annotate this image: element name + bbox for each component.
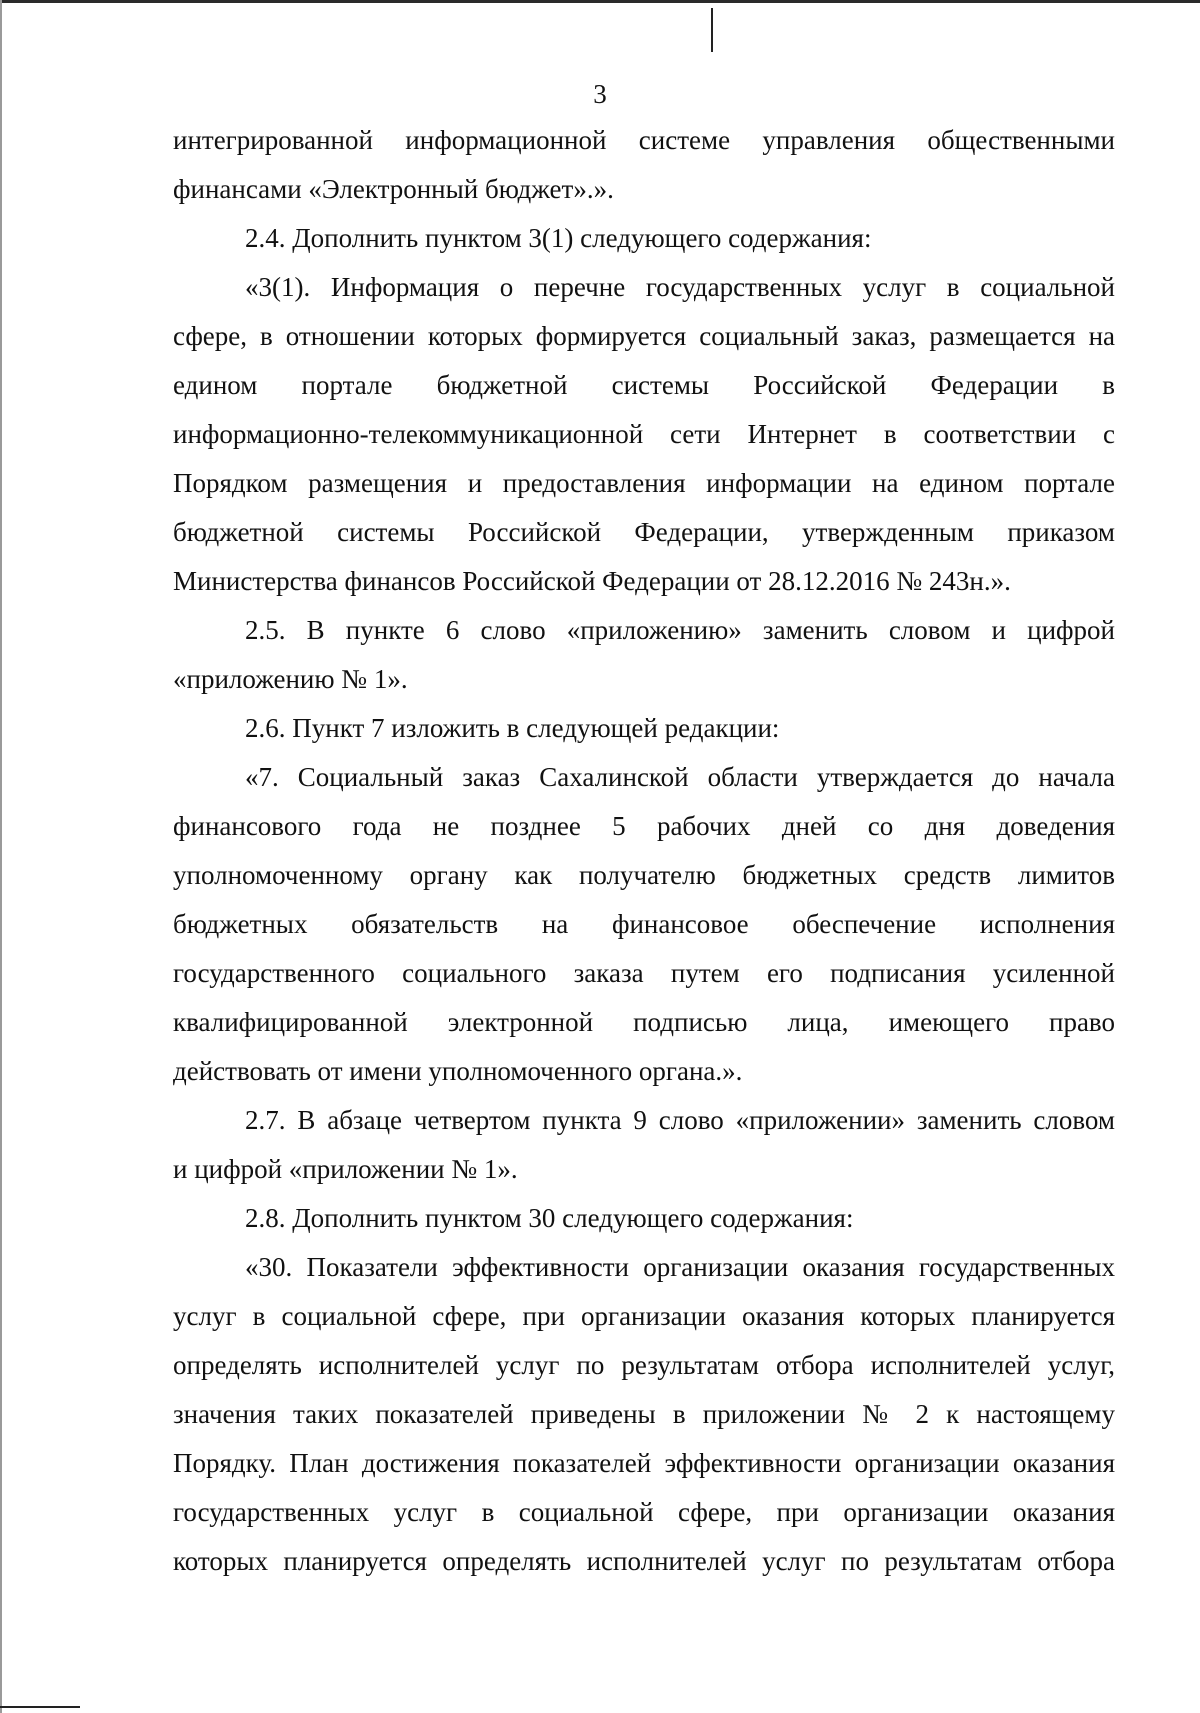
text-line: действовать от имени уполномоченного органа.». <box>173 1056 743 1086</box>
text-line: которых планируется определять исполнителей услуг по результатам отбора <box>173 1546 1115 1576</box>
text-line: государственного социального заказа путем его подписания усиленной <box>173 958 1115 988</box>
text-line: едином портале бюджетной системы Российской Федерации в <box>173 370 1115 400</box>
text-line: «30. Показатели эффективности организации оказания государственных <box>245 1252 1115 1282</box>
text-line: интегрированной информационной системе управления общественными <box>173 125 1115 155</box>
text-line: уполномоченному органу как получателю бюджетных средств лимитов <box>173 860 1115 890</box>
text-line: квалифицированной электронной подписью лица, имеющего право <box>173 1007 1115 1037</box>
text-line: Министерства финансов Российской Федерации от 28.12.2016 № 243н.». <box>173 566 1011 596</box>
text-line: услуг в социальной сфере, при организации оказания которых планируется <box>173 1301 1115 1331</box>
text-line: значения таких показателей приведены в приложении № 2 к настоящему <box>173 1399 1115 1429</box>
text-line: «7. Социальный заказ Сахалинской области утверждается до начала <box>245 762 1115 792</box>
scan-left-edge <box>0 0 2 1713</box>
text-line: 2.8. Дополнить пунктом 30 следующего содержания: <box>245 1203 854 1233</box>
text-line: определять исполнителей услуг по результатам отбора исполнителей услуг, <box>173 1350 1115 1380</box>
text-line: 2.4. Дополнить пунктом 3(1) следующего содержания: <box>245 223 872 253</box>
text-line: Порядку. План достижения показателей эффективности организации оказания <box>173 1448 1115 1478</box>
text-line: бюджетных обязательств на финансовое обеспечение исполнения <box>173 909 1115 939</box>
text-line: 2.7. В абзаце четвертом пункта 9 слово «приложении» заменить словом <box>245 1105 1115 1135</box>
page-number: 3 <box>593 79 607 109</box>
text-line: Порядком размещения и предоставления информации на едином портале <box>173 468 1115 498</box>
text-line: 2.5. В пункте 6 слово «приложению» заменить словом и цифрой <box>245 615 1115 645</box>
text-line: 2.6. Пункт 7 изложить в следующей редакции: <box>245 713 780 743</box>
text-line: финансового года не позднее 5 рабочих дней со дня доведения <box>173 811 1115 841</box>
scan-bottom-mark <box>0 1706 80 1708</box>
text-line: и цифрой «приложении № 1». <box>173 1154 518 1184</box>
text-line: бюджетной системы Российской Федерации, утвержденным приказом <box>173 517 1115 547</box>
document-body <box>173 116 1115 1586</box>
text-line: «приложению № 1». <box>173 664 408 694</box>
text-line: «3(1). Информация о перечне государственных услуг в социальной <box>245 272 1115 302</box>
text-line: сфере, в отношении которых формируется социальный заказ, размещается на <box>173 321 1115 351</box>
text-line: информационно-телекоммуникационной сети Интернет в соответствии с <box>173 419 1115 449</box>
scan-top-border <box>0 0 1200 3</box>
text-line: государственных услуг в социальной сфере, при организации оказания <box>173 1497 1115 1527</box>
text-line: финансами «Электронный бюджет».». <box>173 174 614 204</box>
scan-artifact-mark <box>711 8 713 52</box>
